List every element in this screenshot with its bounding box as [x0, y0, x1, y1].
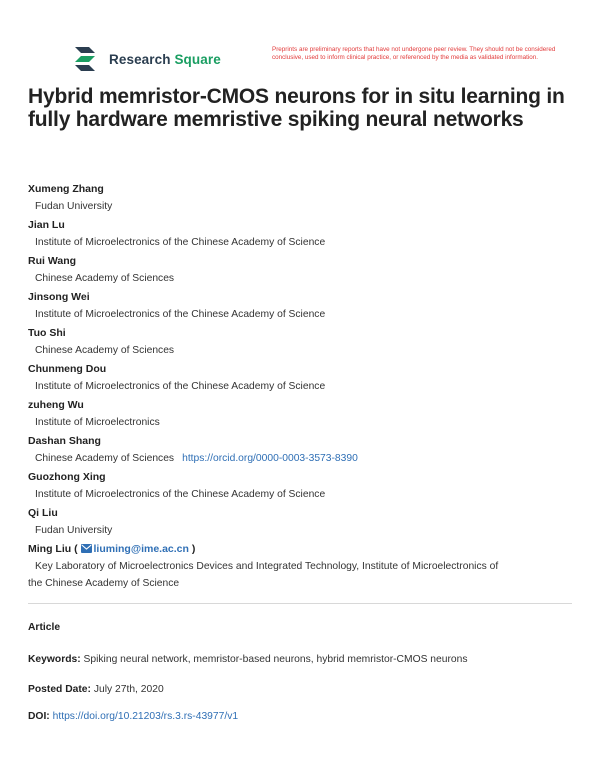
doi-link[interactable]: https://doi.org/10.21203/rs.3.rs-43977/v1 [52, 711, 239, 722]
author-name: Jinsong Wei [28, 291, 90, 303]
corresponding-author-line: Ming Liu ( liuming@ime.ac.cn ) [28, 543, 196, 555]
author-entry [28, 324, 588, 360]
author-name: Xumeng Zhang [28, 183, 104, 195]
author-affiliation-row [28, 450, 588, 468]
preprint-disclaimer: Preprints are preliminary reports that have not undergone peer review. They should not be considered conclusive, used to inform clinical practice, or referenced by the media as validated information. [272, 46, 556, 62]
orcid-link[interactable]: https://orcid.org/0000-0003-3573-8390 [182, 453, 358, 464]
article-type: Article [28, 622, 61, 633]
keywords-label: Keywords: [28, 654, 81, 665]
author-entry [28, 252, 588, 288]
author-affiliation: Institute of Microelectronics of the Chinese Academy of Science [35, 381, 326, 392]
author-affiliation: Chinese Academy of Sciences [35, 453, 175, 464]
author-name: Chunmeng Dou [28, 363, 107, 375]
author-affiliation: Chinese Academy of Sciences [35, 345, 175, 356]
logo-text-research: Research [109, 51, 171, 67]
keywords-value: Spiking neural network, memristor-based neurons, hybrid memristor-CMOS neurons [83, 654, 468, 665]
logo-text-square: Square [174, 51, 221, 67]
research-square-logo[interactable] [75, 47, 221, 71]
author-entry [28, 360, 588, 396]
email-address: liuming@ime.ac.cn [93, 543, 189, 555]
logo-text [109, 52, 221, 67]
corresponding-author-entry [28, 540, 588, 592]
posted-date-row [28, 684, 164, 695]
author-affiliation: Institute of Microelectronics of the Chinese Academy of Science [35, 489, 326, 500]
author-affiliation: Chinese Academy of Sciences [35, 273, 175, 284]
author-entry [28, 288, 588, 324]
affiliation-line-1: Key Laboratory of Microelectronics Devices and Integrated Technology, Institute of Microelectronics of [35, 561, 499, 572]
author-name: Qi Liu [28, 507, 58, 519]
author-name: Jian Lu [28, 219, 65, 231]
email-link[interactable] [81, 543, 189, 555]
posted-date-label: Posted Date: [28, 684, 91, 695]
author-name: Dashan Shang [28, 435, 101, 447]
author-entry [28, 216, 588, 252]
author-entry [28, 180, 588, 216]
author-affiliation: Institute of Microelectronics of the Chinese Academy of Science [35, 309, 326, 320]
research-square-logo-icon [75, 47, 103, 71]
keywords-row [28, 654, 468, 665]
section-divider [28, 603, 572, 604]
author-affiliation: Fudan University [35, 525, 113, 536]
author-name: Guozhong Xing [28, 471, 106, 483]
affiliation-line-2: the Chinese Academy of Science [28, 578, 180, 589]
author-name: zuheng Wu [28, 399, 84, 411]
author-affiliation: Fudan University [35, 201, 113, 212]
author-name: Rui Wang [28, 255, 77, 267]
author-entry [28, 396, 588, 432]
author-entry [28, 432, 588, 468]
author-affiliation: Institute of Microelectronics of the Chinese Academy of Science [35, 237, 326, 248]
author-name: Tuo Shi [28, 327, 66, 339]
author-entry [28, 468, 588, 504]
author-affiliation: Institute of Microelectronics [35, 417, 160, 428]
corresponding-affiliation [28, 558, 588, 592]
author-name: Ming Liu [28, 543, 72, 555]
envelope-icon [81, 544, 92, 553]
doi-label: DOI: [28, 711, 50, 722]
posted-date-value: July 27th, 2020 [93, 684, 164, 695]
paper-title: Hybrid memristor-CMOS neurons for in situ learning in fully hardware memristive spiking neural networks [28, 85, 565, 131]
author-list [28, 180, 588, 592]
doi-row [28, 711, 238, 722]
author-entry [28, 504, 588, 540]
